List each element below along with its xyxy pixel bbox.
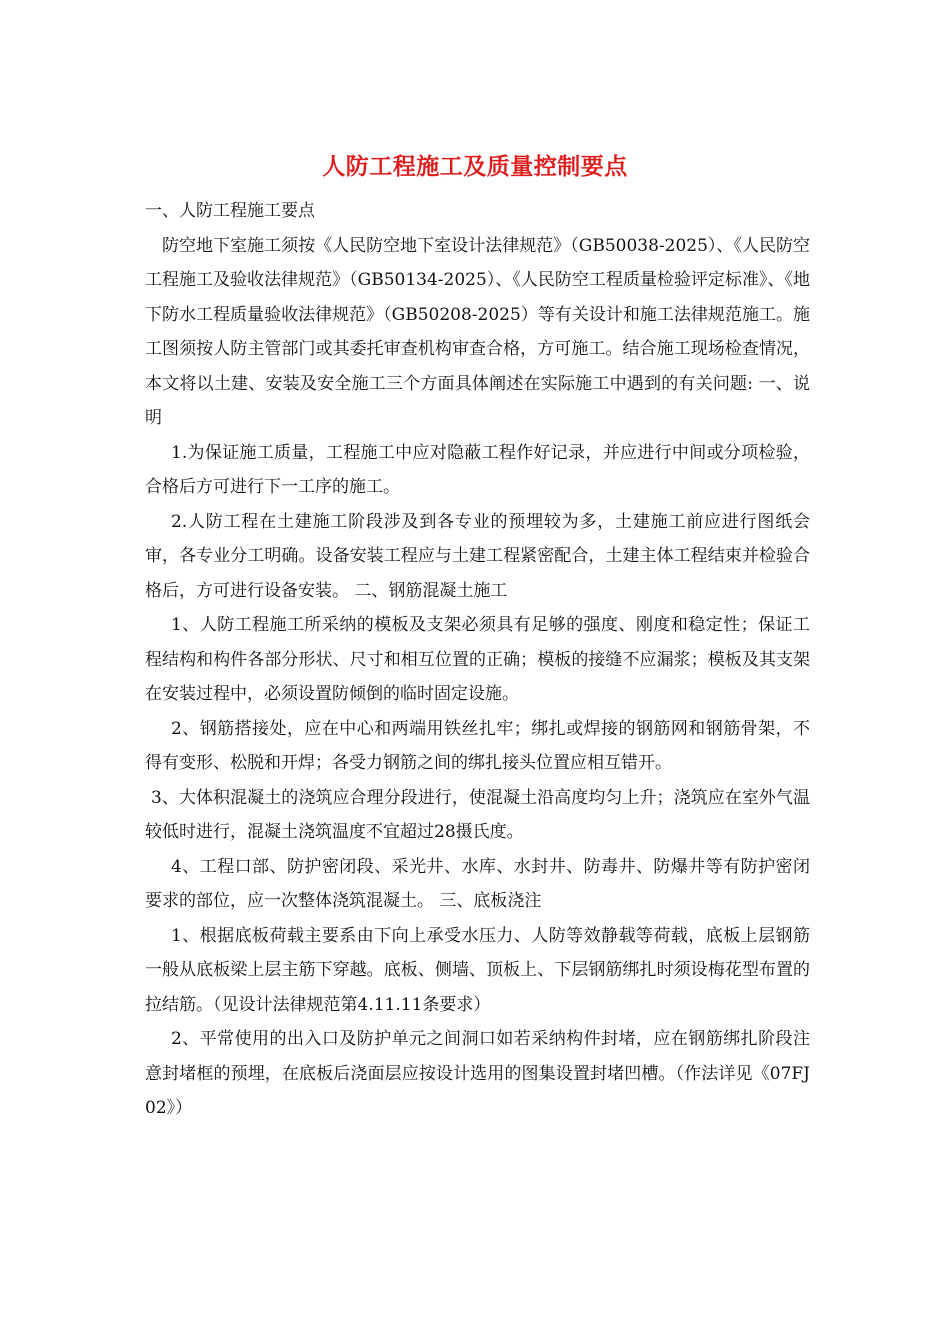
paragraph-item: 2.人防工程在土建施工阶段涉及到各专业的预埋较为多，土建施工前应进行图纸会审，各专业分工明确。设备安装工程应与土建工程紧密配合，土建主体工程结束并检验合格后，方可进行设备安装。 二、钢筋混凝土施工 [145,511,810,601]
paragraph-item: 2、平常使用的出入口及防护单元之间洞口如若采纳构件封堵，应在钢筋绑扎阶段注意封堵框的预埋，在底板后浇面层应按设计选用的图集设置封堵凹槽。（作法详见《07FJ02》） [145,1029,810,1118]
paragraph-item: 4、工程口部、防护密闭段、采光井、水库、水封井、防毒井、防爆井等有防护密闭要求的部位，应一次整体浇筑混凝土。 三、底板浇注 [145,856,810,911]
paragraph-item: 1、根据底板荷载主要系由下向上承受水压力、人防等效静载等荷载，底板上层钢筋一般从底板梁上层主筋下穿越。底板、侧墙、顶板上、下层钢筋绑扎时须设梅花型布置的拉结筋。（见设计法律规范第4.11.11条要求） [145,925,810,1015]
paragraph-item: 3、大体积混凝土的浇筑应合理分段进行，使混凝土沿高度均匀上升；浇筑应在室外气温较低时进行，混凝土浇筑温度不宜超过28摄氏度。 [145,787,810,842]
paragraph-item: 1.为保证施工质量，工程施工中应对隐蔽工程作好记录，并应进行中间或分项检验，合格后方可进行下一工序的施工。 [145,442,810,497]
paragraph-item: 1、人防工程施工所采纳的模板及支架必须具有足够的强度、刚度和稳定性；保证工程结构和构件各部分形状、尺寸和相互位置的正确；模板的接缝不应漏浆；模板及其支架在安装过程中，必须设置防倾倒的临时固定设施。 [145,615,810,704]
section-heading: 一、人防工程施工要点 [145,201,315,221]
document-title: 人防工程施工及质量控制要点 [322,153,628,180]
document-body [145,194,810,1126]
paragraph-intro: 防空地下室施工须按《人民防空地下室设计法律规范》（GB50038-2025）、《人民防空工程施工及验收法律规范》（GB50134-2025）、《人民防空工程质量检验评定标准》、《地下防水工程质量验收法律规范》（GB50208-2025）等有关设计和施工法律规范施工。施工图须按人防主管部门或其委托审查机构审查合格，方可施工。结合施工现场检查情况，本文将以土建、安装及安全施工三个方面具体阐述在实际施工中遇到的有关问题: 一、说明 [145,235,810,428]
paragraph-item: 2、钢筋搭接处，应在中心和两端用铁丝扎牢；绑扎或焊接的钢筋网和钢筋骨架，不得有变形、松脱和开焊；各受力钢筋之间的绑扎接头位置应相互错开。 [145,718,810,773]
